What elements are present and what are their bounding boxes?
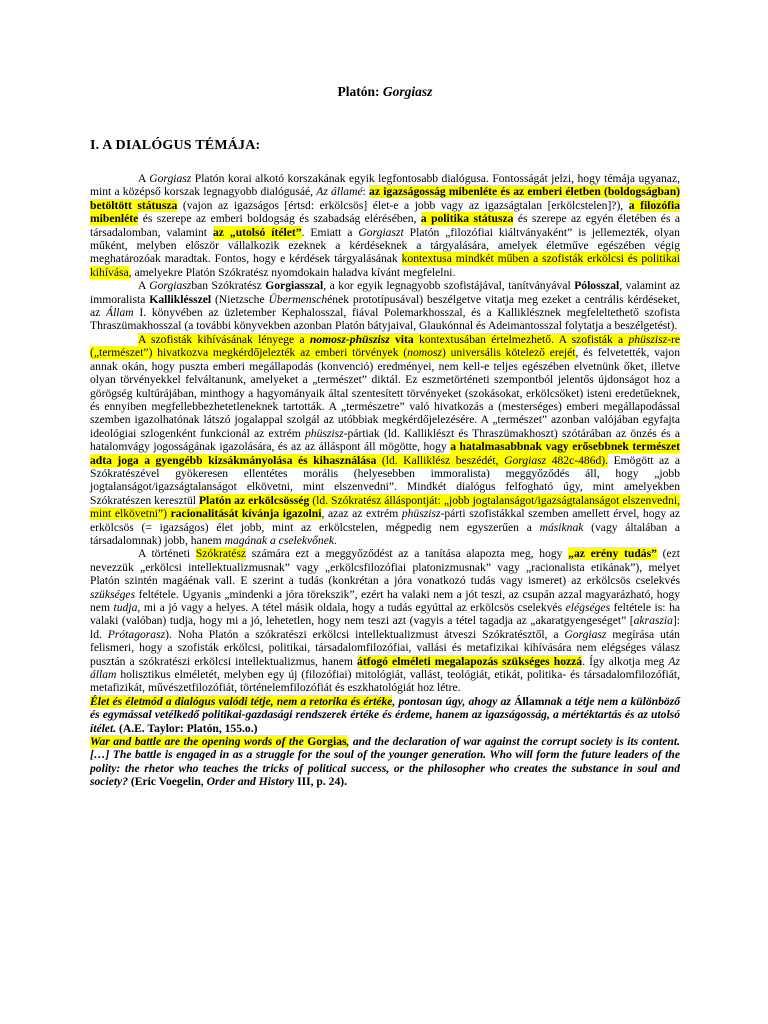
title-work: Gorgiasz (382, 84, 433, 99)
text-run: , pontosan úgy, ahogy az (392, 694, 515, 708)
text-run: : (362, 185, 370, 199)
text-run: számára ezt a meggyőződést az a tanítása alapozta meg, hogy (246, 547, 569, 561)
text-run: a hatalmasabbnak vagy erősebbnek természet adta joga a gyengébb kizsákmányolása és kihasználása (90, 440, 681, 467)
text-run: Übermensch (268, 292, 328, 306)
page-title (90, 84, 680, 100)
text-run: Platón az erkölcsösség (198, 493, 310, 507)
paragraph-3 (90, 333, 680, 548)
text-run: az igazságosság mibenléte és az emberi életben (boldogságban) betöltött státusza (90, 185, 680, 212)
text-run: a politika státusza (420, 212, 514, 226)
text-run: Platón „filozófiai kiáltványaként” is jellemezték, olyan műként, melyben először vállalkozik ezeknek a kérdéseknek a tárgyalására, amelyek életműve egészében végig meghatározóak maradtak. Fontos, hogy e kérdések tárgyalásának (90, 225, 680, 266)
text-run: 482c-486d). (546, 453, 609, 467)
text-run: elégséges (565, 601, 611, 614)
text-run: (ld. Szókratész álláspontját: „jobb jogtalanságot/igazságtalanságot elszenvedni, mint elkövetni”) (90, 493, 680, 521)
text-run: ének prototípusával) beszélgetve vitatja meg ezeket a centrális kérdéseket, az (90, 292, 680, 320)
text-run: Szókratész (195, 547, 247, 561)
text-run: Pólosszal (574, 279, 620, 293)
text-run: magának a cselekvőnek (224, 533, 335, 547)
quote-taylor (90, 695, 680, 735)
text-run: az „utolsó ítélet” (213, 225, 302, 239)
text-run: Állam (514, 694, 545, 708)
text-run: . (334, 533, 337, 547)
text-run: megírása után felismeri, hogy a szofisták erkölcsi, politikai, társadalomfilozófiai, vallási és metafizikai kihívására nem elégséges válasz pusztán a szókratészi erkölcsi intellektualizmus, hanem (90, 627, 680, 668)
text-run: . Így alkotja meg (582, 654, 669, 668)
paragraph-4 (90, 547, 680, 694)
text-run: Emögött az a Szókratészével gyökeresen ellentétes morális (helyesebben immoralista) meggyőződés áll, hogy „jobb jogtalanságot/igazságtalanságot elkövetni, mint elszenvedni”. Mindkét dialógus felfogható úgy, mint amelyekben Szókratészen keresztül (90, 453, 681, 507)
text-run: , a kor egyik legnagyobb szofistájával, tanítványával (323, 279, 575, 293)
text-run: feltétele is: ha valaki (valóban) tudja, hogy mi a jó, lehetetlen, hogy nem teszi azt (vagyis a tétel tagadja az „akaratgyengeséget” [ (90, 601, 681, 628)
text-run: -re („természet”) hivatkozva megkérdőjelezték az emberi törvények ( (90, 332, 681, 360)
text-run: , és felvetették, vajon annak okán, hogy puszta emberi megállapodás (konvenció) eredményei, nem kell-e teljes egészében elvetnünk őket, illetve olyan törvényekkel felváltanunk, amelyeket a „természet” diktál. Ez eszmetörténeti szempontból jelentős újdonságot hoz a görögség kultúrájában, minthogy a hagyományaik által szentesített törvényeket (szokásokat, erkölcsöket) isteni eredetűeknek, és ennyiben megfellebbezhetetleneknek tartották. A „természetre” való hivatkozás a (mesterséges) emberi megállapodással szemben igazolhatónak látszó jogalappal szolgál az utóbbiak megkérdőjelezésére. A „természet” azonban valójában egyfajta ideológiai szlogenként funkcionál az extrém (90, 346, 680, 440)
text-run: tudja (113, 601, 138, 614)
text-run: (Nietzsche (211, 292, 269, 306)
paragraph-1 (90, 172, 680, 279)
text-run: holisztikus elméletét, melyben egy új (filozófiai) mitológiát, vallást, teológiát, etikát, politika- és társadalomfilozófiát, metafizikát, művészetfilozófiát, történelemfilozófiát és eszkhatológiát hoz létre. (90, 668, 680, 695)
text-run: phüszisz (628, 332, 668, 346)
text-run: , and the declaration of war against the corrupt society is its content. […] The battle is engaged in as a struggle for the soul of the younger generation. Who will form the future leaders of the polity: the rhetor who teaches the tricks of political success, or the philosopher who creates the substance in soul and society? (90, 735, 680, 789)
section-heading: I. A DIALÓGUS TÉMÁJA: (90, 138, 261, 153)
text-run: A történeti (138, 547, 196, 561)
text-run: átfogó elméleti megalapozás szükséges hozzá (357, 654, 583, 668)
text-run: nomosz-phüszisz (309, 332, 390, 346)
text-run: , amelyekre Platón Szókratész nyomdokain haladva kívánt megfelelni. (128, 265, 456, 279)
text-run: Gorgias (307, 735, 347, 749)
text-run: másiknak (539, 520, 584, 534)
text-run: , valamint az immoralista (90, 279, 680, 306)
text-run: Az államé (316, 185, 363, 199)
text-run: feltétele. Ugyanis „mindenki a jóra törekszik”, ezért ha valaki nem a jót teszi, az csupán azzal magyarázható, hogy nem (90, 587, 680, 614)
text-run: Gorgiasz (149, 279, 192, 293)
text-run: Állam (105, 306, 134, 320)
text-run: Kalliklésszel (149, 292, 212, 306)
text-run: Az állam (90, 654, 680, 682)
text-run: Élet és életmód a dialógus valódi tétje, nem a retorika és értéke (90, 694, 393, 708)
text-run: ban Szókratész (191, 279, 266, 293)
text-run: Order and History (206, 775, 295, 789)
text-run: , azaz az extrém (321, 507, 402, 521)
text-run: -pártiak (ld. Kalliklészt és Thraszümakhoszt) szótárában az önzés és a hatalomvágy jogosságának igazolására, és az az álláspont áll mögötte, hogy (90, 426, 681, 454)
text-run: ). Noha Platón a szókratészi erkölcsi intellektualizmust átveszi Szókratésztől, a (165, 627, 565, 641)
text-run: nomosz (407, 346, 442, 360)
text-run: (A.E. Taylor: Platón, 155.o.) (118, 721, 258, 735)
text-run: kontextusában értelmezhető. A szofisták a (413, 332, 629, 346)
text-run: szükséges (90, 587, 136, 601)
text-run: a filozófia mibenléte (90, 198, 680, 226)
text-run: „az erény tudás” (568, 547, 657, 561)
paragraph-2 (90, 279, 680, 333)
text-run: és szerepe az emberi boldogság és szabadság elérésében, (138, 212, 421, 226)
text-run: Gorgiasz (504, 453, 547, 467)
text-run: (ld. Kalliklész beszédét, (376, 453, 505, 467)
text-run: (vagy általában a társadalomnak) jobb, hanem (90, 520, 680, 547)
text-run: A szofisták kihívásának lényege a (138, 332, 310, 346)
text-run: phüszisz (305, 426, 344, 440)
text-run: A (138, 279, 150, 293)
text-run: ]: ld. (90, 614, 680, 641)
title-prefix: Platón: (337, 84, 383, 99)
quote-voegelin (90, 735, 680, 789)
text-run: A (138, 172, 150, 185)
text-run: Platón korai alkotó korszakának egyik legfontosabb dialógusa. Fontosságát jelzi, hogy témája ugyanaz, mint a középső korszak legnagyobb dialógusáé, (90, 172, 681, 199)
text-run: III, p. 24). (294, 775, 348, 789)
text-run: akraszia (633, 614, 673, 628)
text-run: I. könyvében az üzletember Kephalosszal, fiával Polemarkhosszal, és a Kalliklésznek megfeleltethető szofista Thraszümakhosszal (a további könyvekben azonban Platón bátyjaival, Glaukónnal és Adeimantosszal folytatja a beszélgetést). (90, 306, 680, 333)
text-run: -párti szofistákkal szemben amellett érvel, hogy az erkölcsös (= igazságos) élet jobb, mint az erkölcstelen, mégpedig nem egyszerűen a (90, 507, 680, 534)
text-run: War and battle are the opening words of the (90, 735, 308, 749)
text-run: , mi a jó vagy a helyes. A tétel másik oldala, hogy a tudás egyúttal az erkölcsös cselekvés (137, 601, 566, 614)
text-run: Prótagorasz (107, 627, 166, 641)
text-run: . Emiatt a (301, 225, 359, 239)
text-run: kontextusa mindkét műben a szofisták erkölcsi és politikai kihívása (90, 252, 680, 279)
text-run: Gorgiasz (149, 172, 192, 185)
text-run: vita (389, 332, 414, 346)
text-run: Gorgiasszal (265, 279, 324, 293)
text-run: Gorgiasz (564, 627, 607, 641)
text-run: phüszisz (401, 507, 441, 521)
text-run: Gorgiaszt (358, 225, 404, 239)
text-run: (Eric Voegelin, (130, 775, 207, 789)
text-run: (ezt nevezzük „erkölcsi intellektualizmusnak” vagy „erkölcsfilozófiai platonizmusnak” vagy „racionalista etikának”), melyet Platón szintén magáénak vall. E szerint a tudás (konkrétan a jóra vonatkozó tudás vagy ismeret) az erkölcsös cselekvés (90, 547, 680, 588)
text-run: (vajon az igazságos [értsd: erkölcsös] élet-e a jobb vagy az igazságtalan [erkölcstelen]?), (177, 198, 629, 212)
text-run: nak a tétje nem a különböző és egymással vetélkedő politikai-gazdasági rendszerek értéke és érdeme, hanem az igazságosság, a mértéktartás és az utolsó ítélet. (90, 694, 680, 735)
text-run: racionalitását kívánja igazolni (170, 507, 322, 521)
text-run: ) universális kötelező erejét (441, 346, 576, 360)
text-run: és szerepe az egyén életében és a társadalomban, valamint (90, 212, 680, 239)
